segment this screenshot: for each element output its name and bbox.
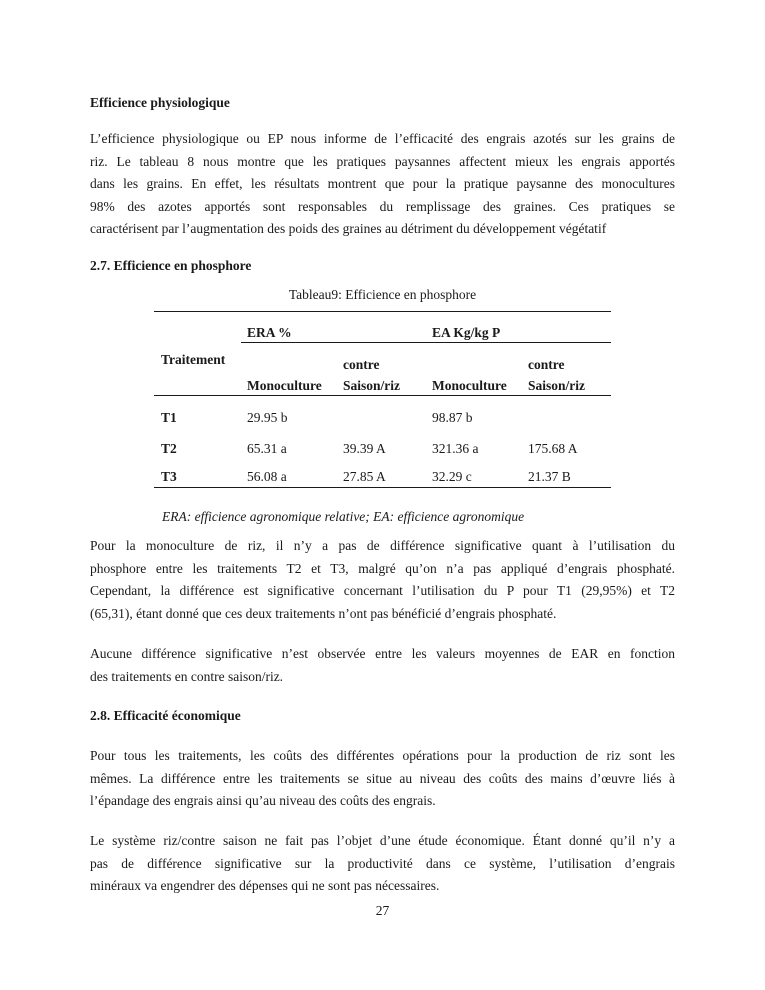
page-number: 27: [375, 903, 390, 918]
heading-2-7: 2.7. Efficience en phosphore: [90, 258, 252, 273]
heading-2-8: 2.8. Efficacité économique: [90, 708, 241, 723]
header-ea: EA Kg/kg P: [432, 325, 501, 340]
row-t3-label: T3: [161, 469, 177, 484]
row-t1-label: T1: [161, 410, 177, 425]
header-saison-ea: Saison/riz: [528, 378, 586, 393]
paragraph-economique-2: [90, 830, 675, 898]
paragraph-phosphore-2: [90, 643, 675, 688]
text-line: Pour la monoculture de riz, il n’y a pas de différence significative quant à l’utilisation du: [90, 538, 675, 553]
text-line: pas de différence significative sur la productivité dans ce système, l’utilisation d’engrais: [90, 855, 675, 871]
text-line: Le système riz/contre saison ne fait pas l’objet d’une étude économique. Étant donné qu’il n’y a: [90, 833, 675, 848]
row-t3-ea-mono: 32.29 c: [432, 469, 472, 484]
heading-efficience-physiologique: Efficience physiologique: [90, 95, 230, 110]
text-line: riz. Le tableau 8 nous montre que les pratiques paysannes affectent mieux les engrais apportés: [90, 153, 675, 169]
phosphore-table: [154, 311, 611, 489]
row-t2-ea-contre: 175.68 A: [528, 441, 578, 456]
table-group-rule: [241, 342, 611, 343]
paragraph-economique-1: [90, 745, 675, 813]
text-line: Aucune différence significative n’est observée entre les valeurs moyennes de EAR en fonction: [90, 646, 675, 661]
row-t2-ea-mono: 321.36 a: [432, 441, 479, 456]
text-line: (65,31), étant donné que ces deux traitements n’ont pas bénéficié d’engrais phosphaté.: [90, 605, 557, 621]
row-t2-label: T2: [161, 441, 177, 456]
row-t1-era-mono: 29.95 b: [247, 410, 288, 425]
text-line: phosphore entre les traitements T2 et T3, malgré qu’on n’a pas appliqué d’engrais phosphaté.: [90, 560, 675, 576]
text-line: Cependant, la différence est significative concernant l’utilisation du P pour T1 (29,95%) et T2: [90, 583, 675, 598]
text-line: Pour tous les traitements, les coûts des différentes opérations pour la production de riz sont les: [90, 748, 675, 763]
row-t2-era-mono: 65.31 a: [247, 441, 287, 456]
table-caption: Tableau9: Efficience en phosphore: [288, 287, 477, 302]
header-saison-era: Saison/riz: [343, 378, 401, 393]
header-contre-ea: contre: [528, 357, 565, 372]
text-line: L’efficience physiologique ou EP nous informe de l’efficacité des engrais azotés sur les grains de: [90, 131, 675, 146]
row-t1-ea-mono: 98.87 b: [432, 410, 473, 425]
header-monoculture-era: Monoculture: [247, 378, 322, 393]
text-line: dans les grains. En effet, les résultats montrent que pour la pratique paysanne des monocultures: [90, 176, 675, 191]
text-line: caractérisent par l’augmentation des poids des graines au détriment du développement végétatif: [90, 221, 607, 236]
paragraph-ep: [90, 128, 675, 241]
text-line: 98% des azotes apportés sont responsables du remplissage des graines. Ces pratiques se: [90, 198, 675, 214]
table-bottom-rule: [154, 487, 611, 488]
table-note: ERA: efficience agronomique relative; EA: efficience agronomique: [162, 509, 525, 524]
header-traitement: Traitement: [161, 352, 226, 367]
row-t3-ea-contre: 21.37 B: [528, 469, 571, 484]
table-header-rule: [154, 395, 611, 396]
row-t3-era-mono: 56.08 a: [247, 469, 287, 484]
text-line: mêmes. La différence entre les traitements se situe au niveau des coûts des mains d’œuvre liés à: [90, 770, 675, 786]
header-contre-era: contre: [343, 357, 380, 372]
header-era: ERA %: [247, 325, 292, 340]
row-t3-era-contre: 27.85 A: [343, 469, 386, 484]
text-line: minéraux va engendrer des dépenses qui ne sont pas nécessaires.: [90, 878, 440, 893]
text-line: des traitements en contre saison/riz.: [90, 668, 284, 684]
row-t2-era-contre: 39.39 A: [343, 441, 386, 456]
header-monoculture-ea: Monoculture: [432, 378, 507, 393]
text-line: l’épandage des engrais ainsi qu’au niveau des coûts des engrais.: [90, 793, 436, 808]
paragraph-phosphore-1: [90, 535, 675, 625]
table-top-rule: [154, 311, 611, 312]
